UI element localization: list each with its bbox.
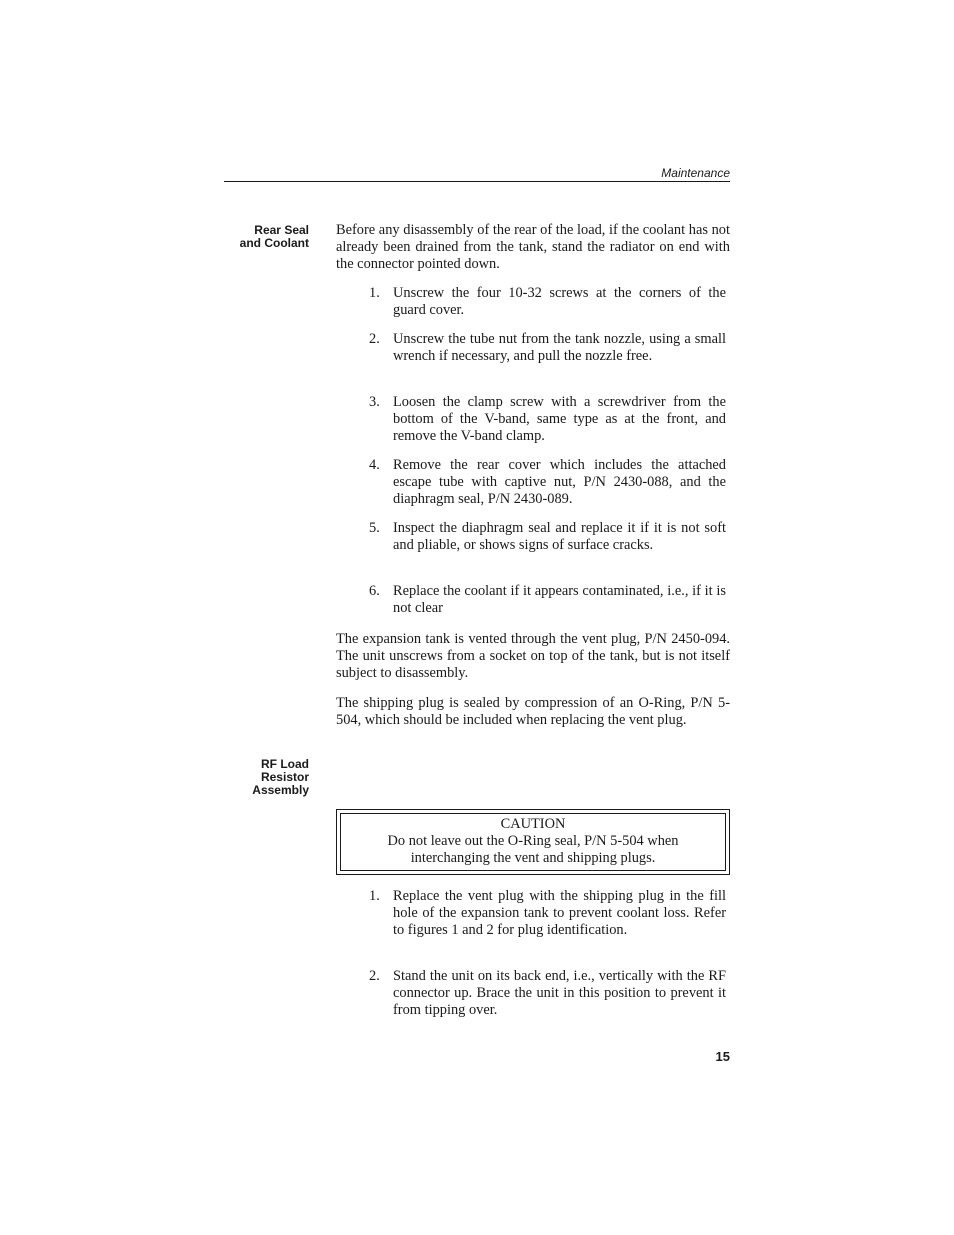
step-text: Replace the vent plug with the shipping plug in the fill hole of the expansion tank to prevent coolant loss. Refer to figures 1 and 2 for plug identification. <box>393 888 726 938</box>
step-text: Unscrew the tube nut from the tank nozzle, using a small wrench if necessary, and pull the nozzle free. <box>393 331 726 364</box>
caution-title: CAUTION <box>500 816 566 832</box>
step-number: 1. <box>369 285 380 301</box>
caution-text: Do not leave out the O-Ring seal, P/N 5-504 when interchanging the vent and shipping plugs. <box>387 833 679 866</box>
page-number: 15 <box>715 1049 730 1064</box>
step-text: Inspect the diaphragm seal and replace it if it is not soft and pliable, or shows signs of surface cracks. <box>393 520 726 553</box>
step-number: 4. <box>369 457 380 473</box>
intro-paragraph: Before any disassembly of the rear of the load, if the coolant has not already been drained from the tank, stand the radiator on end with the connector pointed down. <box>336 222 730 272</box>
step-text: Remove the rear cover which includes the attached escape tube with captive nut, P/N 2430-088, and the diaphragm seal, P/N 2430-089. <box>393 457 726 507</box>
section-heading-rf-load: RF Load Resistor Assembly <box>252 757 309 797</box>
step-text: Stand the unit on its back end, i.e., vertically with the RF connector up. Brace the unit in this position to prevent it from tipping over. <box>393 968 726 1018</box>
step-text: Loosen the clamp screw with a screwdriver from the bottom of the V-band, same type as at the front, and remove the V-band clamp. <box>393 394 726 444</box>
step-text: Unscrew the four 10-32 screws at the corners of the guard cover. <box>393 285 726 318</box>
step-number: 3. <box>369 394 380 410</box>
step-number: 1. <box>369 888 380 904</box>
step-number: 6. <box>369 583 380 599</box>
vent-plug-paragraph: The expansion tank is vented through the vent plug, P/N 2450-094. The unit unscrews from a socket on top of the tank, but is not itself subject to disassembly. <box>336 631 730 681</box>
shipping-plug-paragraph: The shipping plug is sealed by compression of an O-Ring, P/N 5-504, which should be included when replacing the vent plug. <box>336 695 730 728</box>
step-number: 2. <box>369 968 380 984</box>
section-heading-rear-seal: Rear Seal and Coolant <box>239 223 309 250</box>
step-number: 5. <box>369 520 380 536</box>
running-head: Maintenance <box>661 166 730 180</box>
step-number: 2. <box>369 331 380 347</box>
caution-box <box>336 809 730 875</box>
step-text: Replace the coolant if it appears contaminated, i.e., if it is not clear <box>393 583 726 616</box>
header-rule <box>224 181 730 182</box>
